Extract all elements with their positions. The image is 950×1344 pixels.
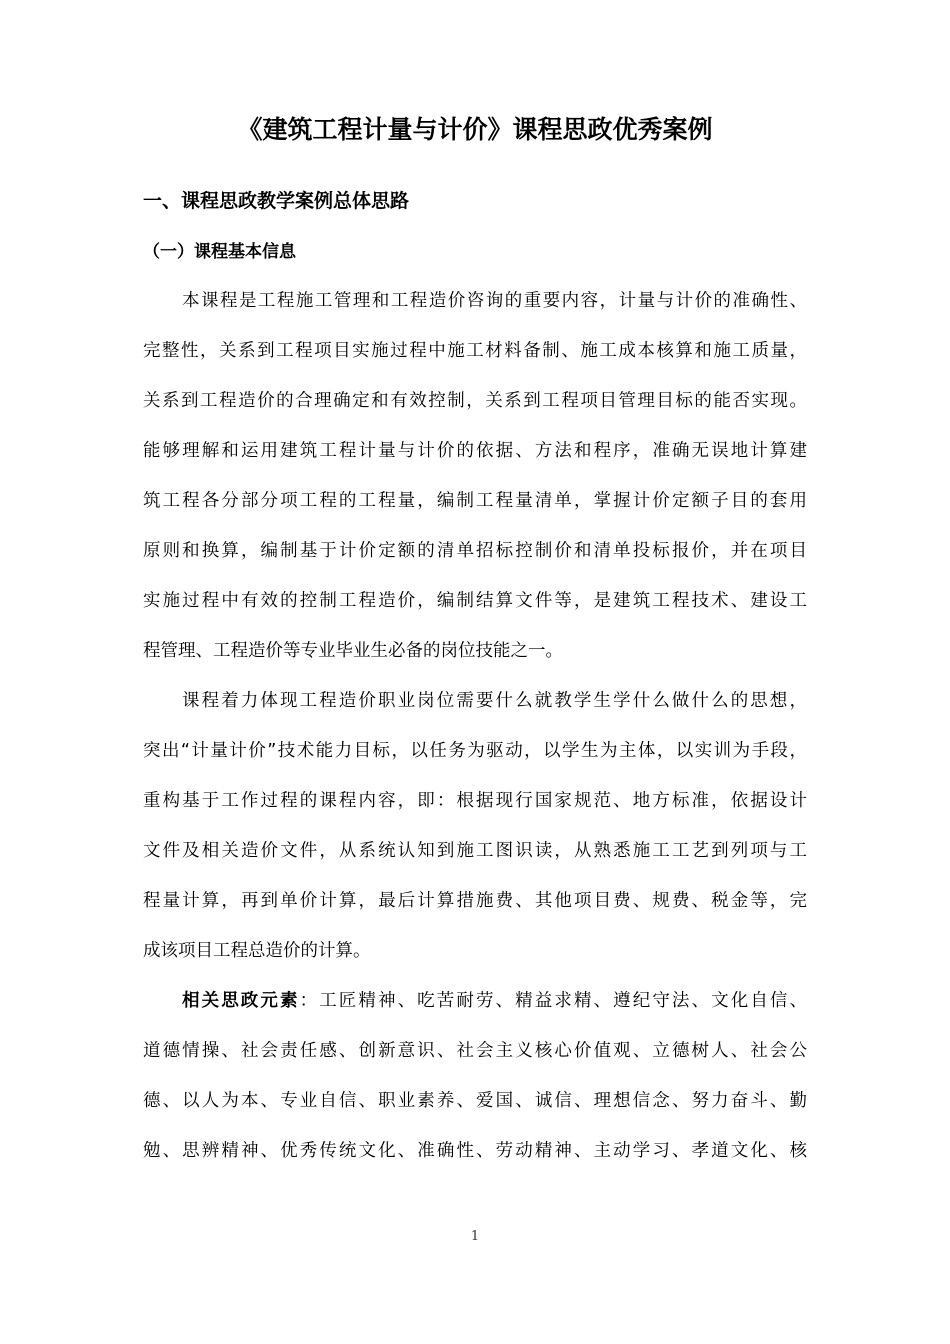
paragraph-line: 关系到工程造价的合理确定和有效控制，关系到工程项目管理目标的能否实现。 <box>143 391 807 411</box>
paragraph-line: 文件及相关造价文件，从系统认知到施工图识读，从熟悉施工工艺到列项与工 <box>143 841 807 861</box>
subsection-heading: （一）课程基本信息 <box>143 242 296 262</box>
elements-label: 相关思政元素 <box>182 991 300 1011</box>
paragraph-line: 成该项目工程总造价的计算。 <box>143 941 371 961</box>
paragraph-line: 程管理、工程造价等专业毕业生必备的岗位技能之一。 <box>143 641 563 661</box>
page-title: 《建筑工程计量与计价》课程思政优秀案例 <box>237 115 713 144</box>
paragraph-line: 重构基于工作过程的课程内容，即：根据现行国家规范、地方标准，依据设计 <box>143 791 807 811</box>
page-number: 1 <box>470 1229 480 1244</box>
paragraph-line: 筑工程各分部分项工程的工程量，编制工程量清单，掌握计价定额子目的套用 <box>143 491 807 511</box>
elements-text: ：工匠精神、吃苦耐劳、精益求精、遵纪守法、文化自信、 <box>299 991 808 1011</box>
paragraph-line: 原则和换算，编制基于计价定额的清单招标控制价和清单投标报价，并在项目 <box>143 541 807 561</box>
paragraph-line: 程量计算，再到单价计算，最后计算措施费、其他项目费、规费、税金等，完 <box>143 891 807 911</box>
paragraph-line: 德、以人为本、专业自信、职业素养、爱国、诚信、理想信念、努力奋斗、勤 <box>143 1091 807 1111</box>
paragraph-line: 完整性，关系到工程项目实施过程中施工材料备制、施工成本核算和施工质量， <box>143 341 807 361</box>
paragraph-line: 本课程是工程施工管理和工程造价咨询的重要内容，计量与计价的准确性、 <box>182 291 807 311</box>
paragraph-line: 实施过程中有效的控制工程造价，编制结算文件等，是建筑工程技术、建设工 <box>143 591 807 611</box>
paragraph-line: 能够理解和运用建筑工程计量与计价的依据、方法和程序，准确无误地计算建 <box>143 441 807 461</box>
section-heading: 一、课程思政教学案例总体思路 <box>143 190 410 212</box>
paragraph-line <box>182 986 807 1016</box>
paragraph-line: 勉、思辨精神、优秀传统文化、准确性、劳动精神、主动学习、孝道文化、核 <box>143 1141 807 1161</box>
paragraph-line: 课程着力体现工程造价职业岗位需要什么就教学生学什么做什么的思想， <box>182 691 807 711</box>
paragraph-line: 道德情操、社会责任感、创新意识、社会主义核心价值观、立德树人、社会公 <box>143 1041 807 1061</box>
paragraph-line: 突出“计量计价”技术能力目标，以任务为驱动，以学生为主体，以实训为手段， <box>143 741 807 761</box>
